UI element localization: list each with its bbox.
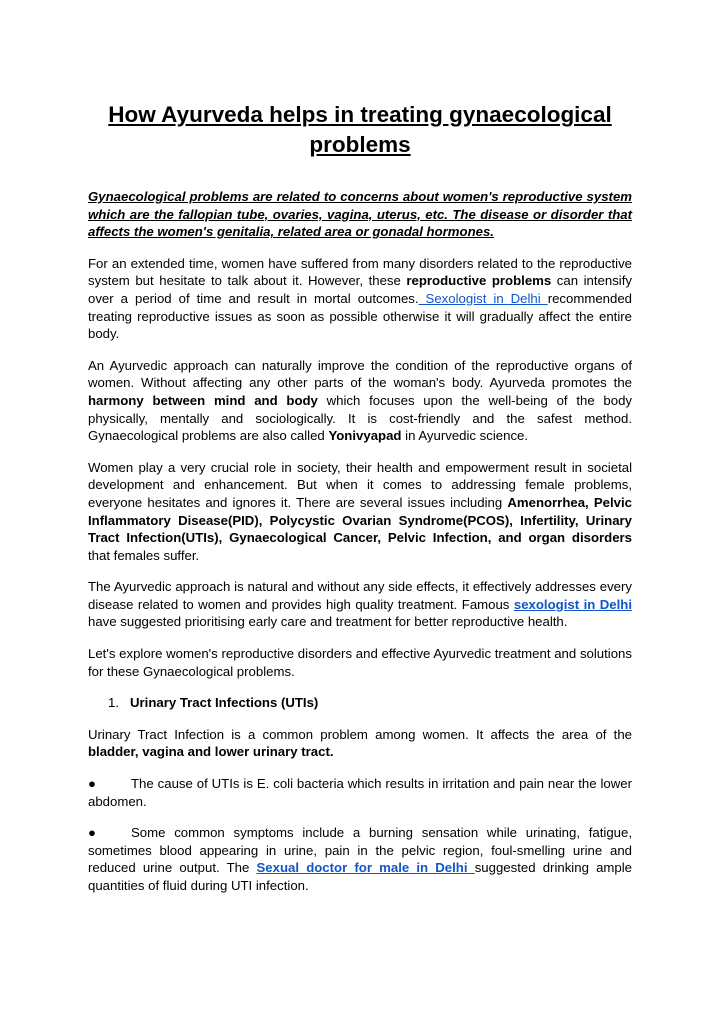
bold-text: harmony between mind and body [88,392,318,408]
text: which focuses upon the well-being of the body physically, mentally and sociologically. It is cost-friendly and the safest method. Gynaecological problems are also called [88,392,632,444]
text: in Ayurvedic science. [401,428,529,444]
bold-text: Amenorrhea, Pelvic Inflammatory Disease(PID), Polycystic Ovarian Syndrome(PCOS), Infertility, Urinary Tract Infection(UTIs), Gynaecological Cancer, Pelvic Infection, and organ disorders [88,494,632,546]
paragraph-extended-time [88,255,632,343]
text: that females suffer. [88,547,200,563]
bullet-icon: ● [88,825,96,841]
bullet-icon: ● [88,776,96,792]
bullet-item [88,824,632,894]
text: have suggested prioritising early care and treatment for better reproductive health. [88,614,568,630]
text: recommended treating reproductive issues as soon as possible otherwise it will gradually affect the entire body. [88,290,632,342]
paragraph-ayurvedic-approach [88,357,632,445]
sexual-doctor-link[interactable]: Sexual doctor for male in Delhi [256,860,475,876]
sexologist-in-delhi-link[interactable]: Sexologist in Delhi [418,290,548,306]
intro-paragraph: Gynaecological problems are related to concerns about women's reproductive system which are the fallopian tube, ovaries, vagina, uterus, etc. The disease or disorder that affects the women's genitalia, related area or gonadal hormones. [88,189,632,240]
bold-text: Yonivyapad [328,428,402,444]
text: An Ayurvedic approach can naturally improve the condition of the reproductive organs of women. Without affecting any other parts of the woman's body. Ayurveda promotes the [88,357,632,391]
sexologist-in-delhi-bold-link[interactable]: sexologist in Delhi [513,596,632,612]
paragraph-natural-approach [88,578,632,631]
paragraph-explore: Let's explore women's reproductive disorders and effective Ayurvedic treatment and solutions for these Gynaecological problems. [88,646,632,679]
list-number: 1. [108,695,119,711]
section-heading-text: Urinary Tract Infections (UTIs) [130,695,319,711]
text: can intensify over a period of time and result in mortal outcomes. [88,273,632,306]
document-page [88,100,632,895]
bold-text: reproductive problems [406,273,552,289]
section-heading-utis [88,694,632,712]
page-title: How Ayurveda helps in treating gynaecological problems [108,102,612,157]
text: Urinary Tract Infection is a common problem among women. It affects the area of the [88,726,632,742]
text: For an extended time, women have suffered from many disorders related to the reproductive system but hesitate to talk about it. However, these [88,255,632,289]
bold-text: bladder, vagina and lower urinary tract. [88,744,334,760]
text: suggested drinking ample quantities of fluid during UTI infection. [88,860,632,893]
text: The cause of UTIs is E. coli bacteria which results in irritation and pain near the lower abdomen. [88,776,632,809]
bullet-item [88,775,632,810]
text: Women play a very crucial role in society, their health and empowerment result in societal development and enhancement. But when it comes to addressing female problems, everyone hesitates and ignores it. There are several issues including [88,459,632,510]
paragraph-uti-intro [88,726,632,761]
paragraph-women-role [88,459,632,565]
text: Some common symptoms include a burning sensation while urinating, fatigue, sometimes blood appearing in urine, pain in the pelvic region, foul-smelling urine and reduced urine output. The [88,825,632,876]
text: The Ayurvedic approach is natural and without any side effects, it effectively addresses every disease related to women and provides high quality treatment. Famous [88,579,632,612]
